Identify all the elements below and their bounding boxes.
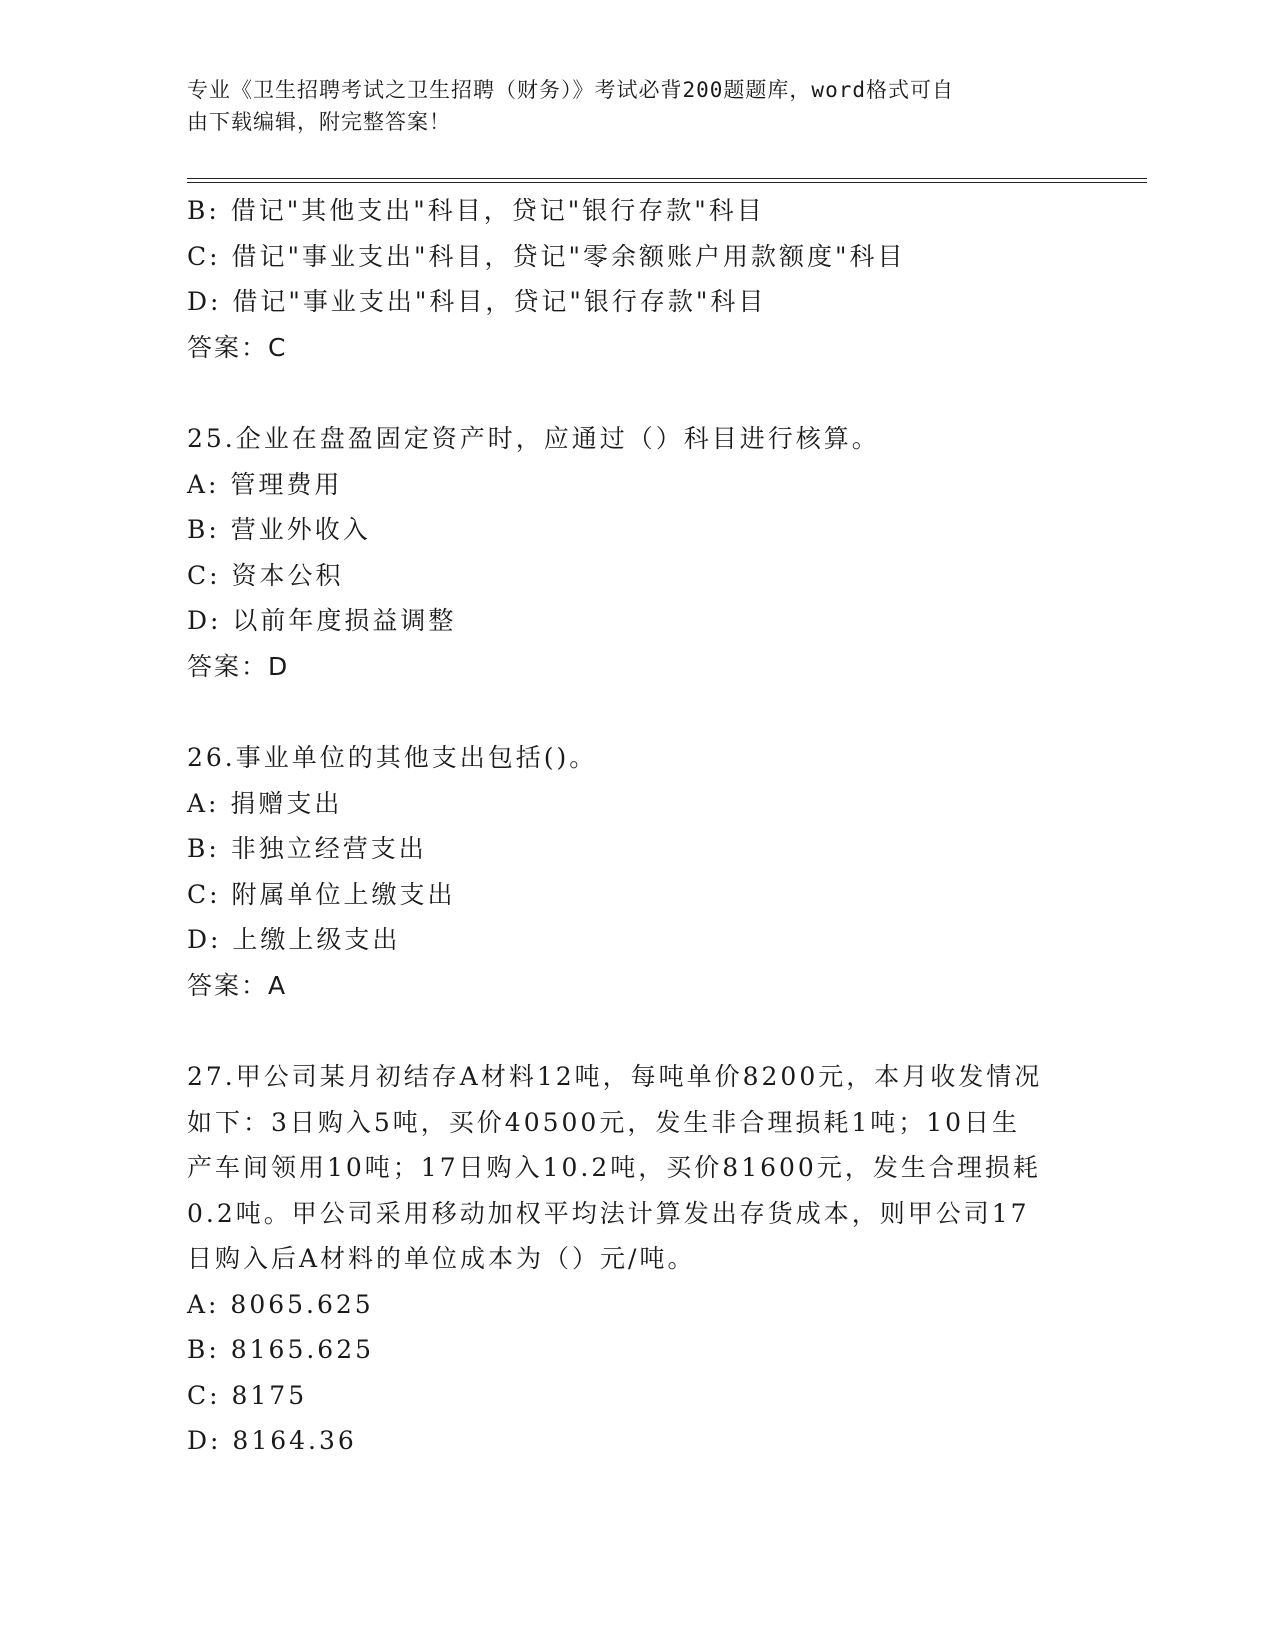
spacer xyxy=(187,689,1087,735)
question-24-tail xyxy=(187,188,1087,370)
question-stem: 25.企业在盘盈固定资产时，应通过（）科目进行核算。 xyxy=(187,424,880,453)
header-line-1: 专业《卫生招聘考试之卫生招聘（财务）》考试必背200题题库，word格式可自 xyxy=(187,78,954,102)
spacer xyxy=(187,1008,1087,1054)
question-25 xyxy=(187,416,1087,689)
option-a: A: 管理费用 xyxy=(187,469,343,499)
option-b: B: 借记"其他支出"科目，贷记"银行存款"科目 xyxy=(187,196,765,225)
question-27 xyxy=(187,1054,1087,1464)
answer-line: 答案：C xyxy=(187,332,288,362)
header-divider xyxy=(187,178,1147,183)
option-a: A: 8065.625 xyxy=(187,1289,374,1319)
question-26 xyxy=(187,735,1087,1008)
option-b: B: 8165.625 xyxy=(187,1335,375,1364)
question-stem-line: 产车间领用10吨；17日购入10.2吨，买价81600元，发生合理损耗 xyxy=(187,1153,1041,1182)
spacer xyxy=(187,370,1087,416)
option-b: B: 非独立经营支出 xyxy=(187,834,427,863)
question-stem: 26.事业单位的其他支出包括()。 xyxy=(187,743,598,772)
question-stem-line: 27.甲公司某月初结存A材料12吨，每吨单价8200元，本月收发情况 xyxy=(187,1062,1043,1091)
option-c: C: 8175 xyxy=(187,1380,308,1410)
document-header xyxy=(187,74,1067,138)
question-stem-line: 0.2吨。甲公司采用移动加权平均法计算发出存货成本，则甲公司17 xyxy=(187,1198,1030,1228)
option-d: D: 8164.36 xyxy=(187,1426,357,1455)
option-c: C: 附属单位上缴支出 xyxy=(187,879,456,909)
option-c: C: 资本公积 xyxy=(187,560,344,590)
answer-line: 答案：A xyxy=(187,970,288,1000)
option-c: C: 借记"事业支出"科目，贷记"零余额账户用款额度"科目 xyxy=(187,241,906,271)
question-stem-line: 如下：3日购入5吨，买价40500元，发生非合理损耗1吨；10日生 xyxy=(187,1107,1021,1137)
option-a: A: 捐赠支出 xyxy=(187,788,343,818)
document-page xyxy=(187,0,1147,1650)
option-b: B: 营业外收入 xyxy=(187,515,371,544)
option-d: D: 借记"事业支出"科目，贷记"银行存款"科目 xyxy=(187,287,767,316)
header-line-2: 由下载编辑，附完整答案！ xyxy=(187,110,451,134)
option-d: D: 上缴上级支出 xyxy=(187,925,401,954)
question-stem-line: 日购入后A材料的单位成本为（）元/吨。 xyxy=(187,1244,696,1273)
answer-line: 答案：D xyxy=(187,651,290,681)
option-d: D: 以前年度损益调整 xyxy=(187,606,457,635)
question-list xyxy=(187,188,1087,1464)
